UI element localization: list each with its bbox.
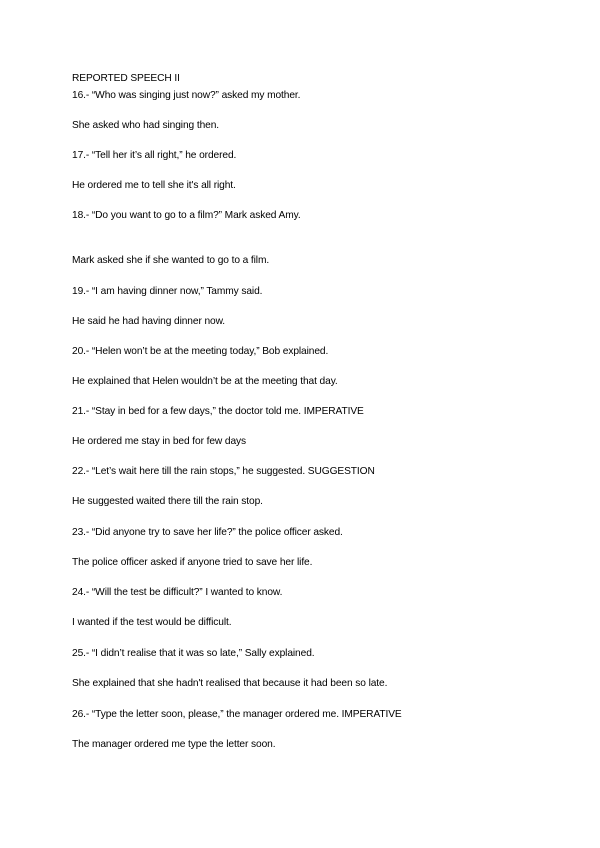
exercise-line-18-answer: Mark asked she if she wanted to go to a film. [72,255,270,266]
exercise-line-21-question: 21.- “Stay in bed for a few days,” the doctor told me. IMPERATIVE [72,406,364,417]
exercise-line-24-question: 24.- “Will the test be difficult?” I wanted to know. [72,587,283,598]
exercise-line-23-question: 23.- “Did anyone try to save her life?” the police officer asked. [72,527,343,538]
exercise-line-24-answer: I wanted if the test would be difficult. [72,617,232,628]
exercise-line-22-answer: He suggested waited there till the rain stop. [72,496,263,507]
page-title: REPORTED SPEECH II [72,73,180,84]
exercise-line-26-question: 26.- “Type the letter soon, please,” the manager ordered me. IMPERATIVE [72,709,402,720]
exercise-line-17-answer: He ordered me to tell she it's all right. [72,180,236,191]
exercise-line-18-question: 18.- “Do you want to go to a film?” Mark asked Amy. [72,210,301,221]
exercise-line-16-question: 16.- “Who was singing just now?” asked my mother. [72,90,301,101]
exercise-line-16-answer: She asked who had singing then. [72,120,219,131]
exercise-line-17-question: 17.- “Tell her it’s all right,” he ordered. [72,150,237,161]
exercise-line-23-answer: The police officer asked if anyone tried to save her life. [72,557,313,568]
exercise-line-19-answer: He said he had having dinner now. [72,316,226,327]
exercise-line-20-question: 20.- “Helen won’t be at the meeting today,” Bob explained. [72,346,329,357]
exercise-line-25-question: 25.- “I didn’t realise that it was so late,” Sally explained. [72,648,315,659]
exercise-line-26-answer: The manager ordered me type the letter soon. [72,739,276,750]
exercise-line-19-question: 19.- “I am having dinner now,” Tammy said. [72,286,263,297]
exercise-line-20-answer: He explained that Helen wouldn’t be at the meeting that day. [72,376,338,387]
exercise-line-21-answer: He ordered me stay in bed for few days [72,436,247,447]
exercise-line-22-question: 22.- “Let’s wait here till the rain stops,” he suggested. SUGGESTION [72,466,375,477]
exercise-line-25-answer: She explained that she hadn't realised that because it had been so late. [72,678,388,689]
